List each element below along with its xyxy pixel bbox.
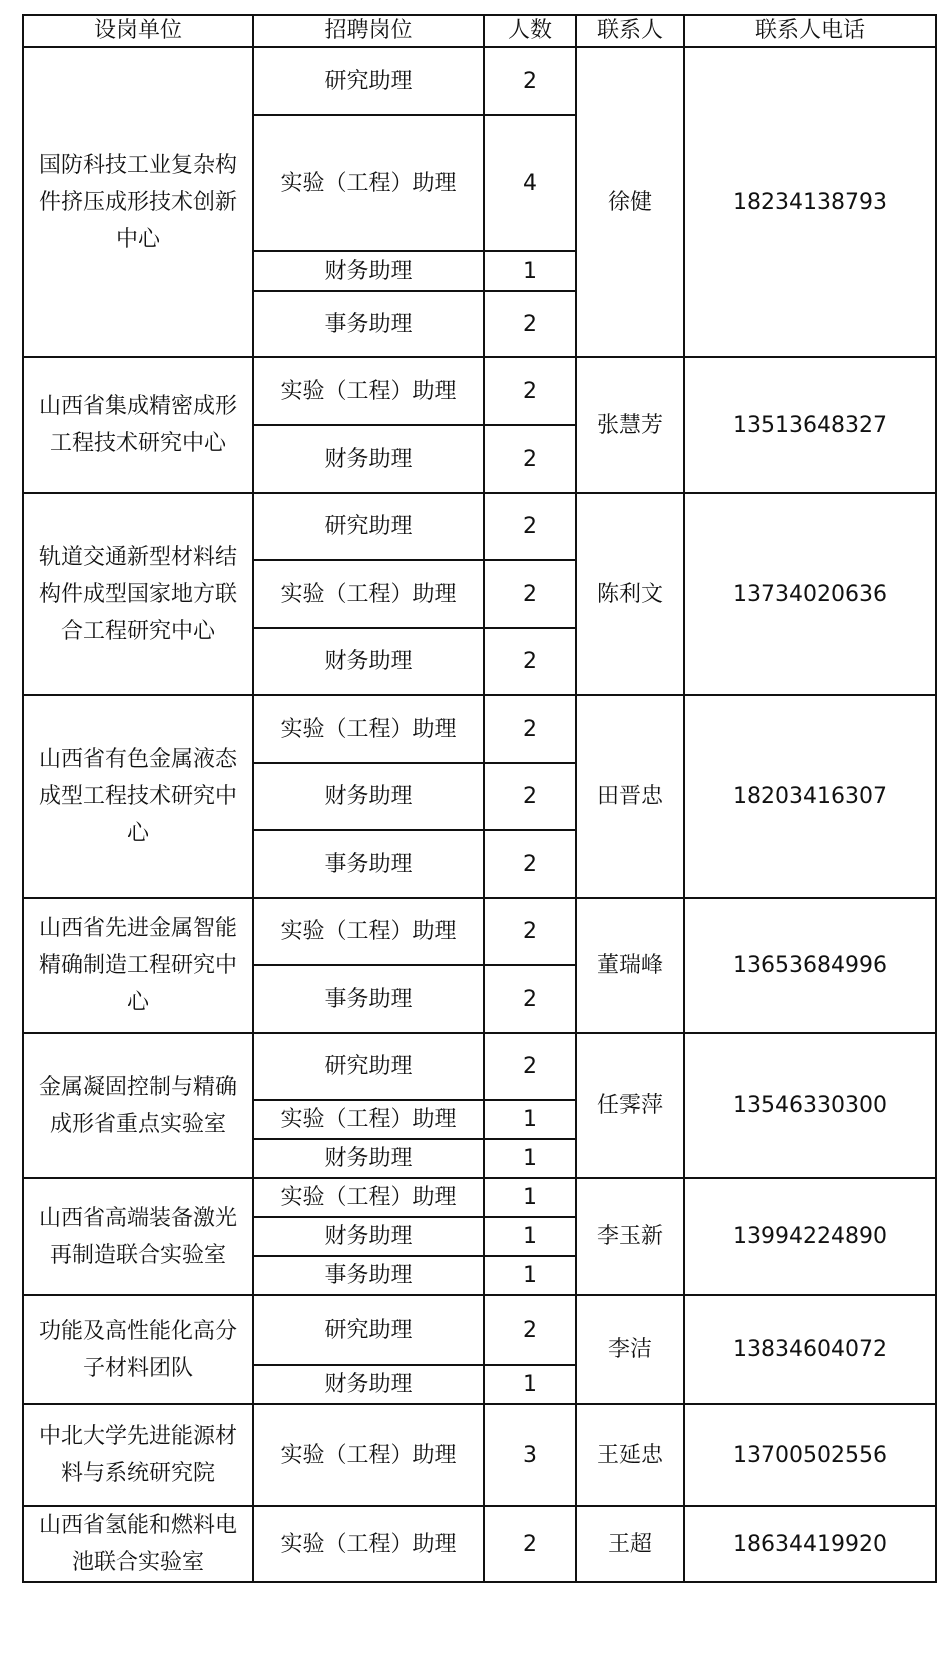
phone-cell: 13734020636: [684, 493, 936, 695]
unit-cell: 山西省氢能和燃料电池联合实验室: [23, 1506, 253, 1582]
position-cell: 财务助理: [253, 1365, 484, 1404]
position-cell: 实验（工程）助理: [253, 357, 484, 425]
position-cell: 实验（工程）助理: [253, 1506, 484, 1582]
count-cell: 1: [484, 1217, 576, 1256]
table-row: [23, 357, 936, 425]
table-row: [23, 1295, 936, 1365]
count-cell: 2: [484, 1506, 576, 1582]
contact-cell: 王延忠: [576, 1404, 684, 1506]
position-cell: 实验（工程）助理: [253, 898, 484, 965]
count-cell: 2: [484, 1295, 576, 1365]
count-cell: 1: [484, 1365, 576, 1404]
phone-cell: 13513648327: [684, 357, 936, 493]
count-cell: 4: [484, 115, 576, 251]
count-cell: 1: [484, 1256, 576, 1295]
position-cell: 事务助理: [253, 830, 484, 898]
position-cell: 实验（工程）助理: [253, 115, 484, 251]
phone-cell: 18634419920: [684, 1506, 936, 1582]
phone-cell: 18234138793: [684, 47, 936, 357]
unit-cell: 山西省高端装备激光再制造联合实验室: [23, 1178, 253, 1295]
header-contact: 联系人: [576, 15, 684, 47]
recruitment-table: [22, 14, 937, 1583]
contact-cell: 李玉新: [576, 1178, 684, 1295]
phone-cell: 13546330300: [684, 1033, 936, 1178]
position-cell: 财务助理: [253, 1217, 484, 1256]
count-cell: 1: [484, 1178, 576, 1217]
position-cell: 财务助理: [253, 763, 484, 830]
table-row: [23, 1033, 936, 1100]
position-cell: 财务助理: [253, 425, 484, 493]
count-cell: 1: [484, 1139, 576, 1178]
table-row: [23, 898, 936, 965]
count-cell: 2: [484, 965, 576, 1033]
header-position: 招聘岗位: [253, 15, 484, 47]
table-row: [23, 1178, 936, 1217]
count-cell: 2: [484, 830, 576, 898]
unit-cell: 山西省集成精密成形工程技术研究中心: [23, 357, 253, 493]
count-cell: 1: [484, 1100, 576, 1139]
table-row: [23, 695, 936, 763]
count-cell: 2: [484, 357, 576, 425]
phone-cell: 13994224890: [684, 1178, 936, 1295]
contact-cell: 田晋忠: [576, 695, 684, 898]
position-cell: 事务助理: [253, 291, 484, 357]
unit-cell: 中北大学先进能源材料与系统研究院: [23, 1404, 253, 1506]
table-row: [23, 47, 936, 115]
unit-cell: 轨道交通新型材料结构件成型国家地方联合工程研究中心: [23, 493, 253, 695]
position-cell: 财务助理: [253, 251, 484, 291]
table-row: [23, 1404, 936, 1506]
position-cell: 财务助理: [253, 1139, 484, 1178]
position-cell: 实验（工程）助理: [253, 560, 484, 628]
count-cell: 2: [484, 560, 576, 628]
contact-cell: 董瑞峰: [576, 898, 684, 1033]
unit-cell: 山西省先进金属智能精确制造工程研究中心: [23, 898, 253, 1033]
count-cell: 2: [484, 493, 576, 560]
header-phone: 联系人电话: [684, 15, 936, 47]
count-cell: 2: [484, 898, 576, 965]
contact-cell: 徐健: [576, 47, 684, 357]
position-cell: 实验（工程）助理: [253, 695, 484, 763]
position-cell: 研究助理: [253, 493, 484, 560]
phone-cell: 13834604072: [684, 1295, 936, 1404]
phone-cell: 13700502556: [684, 1404, 936, 1506]
header-unit: 设岗单位: [23, 15, 253, 47]
position-cell: 事务助理: [253, 965, 484, 1033]
position-cell: 实验（工程）助理: [253, 1178, 484, 1217]
phone-cell: 18203416307: [684, 695, 936, 898]
position-cell: 事务助理: [253, 1256, 484, 1295]
unit-cell: 国防科技工业复杂构件挤压成形技术创新中心: [23, 47, 253, 357]
position-cell: 财务助理: [253, 628, 484, 695]
count-cell: 2: [484, 695, 576, 763]
phone-cell: 13653684996: [684, 898, 936, 1033]
header-count: 人数: [484, 15, 576, 47]
count-cell: 1: [484, 251, 576, 291]
table-body: [23, 47, 936, 1582]
position-cell: 研究助理: [253, 47, 484, 115]
count-cell: 2: [484, 425, 576, 493]
table-row: [23, 493, 936, 560]
contact-cell: 李洁: [576, 1295, 684, 1404]
table-row: [23, 1506, 936, 1582]
position-cell: 实验（工程）助理: [253, 1100, 484, 1139]
header-row: [23, 15, 936, 47]
count-cell: 2: [484, 291, 576, 357]
position-cell: 研究助理: [253, 1033, 484, 1100]
unit-cell: 功能及高性能化高分子材料团队: [23, 1295, 253, 1404]
contact-cell: 张慧芳: [576, 357, 684, 493]
unit-cell: 山西省有色金属液态成型工程技术研究中心: [23, 695, 253, 898]
position-cell: 研究助理: [253, 1295, 484, 1365]
contact-cell: 王超: [576, 1506, 684, 1582]
position-cell: 实验（工程）助理: [253, 1404, 484, 1506]
count-cell: 2: [484, 1033, 576, 1100]
count-cell: 3: [484, 1404, 576, 1506]
contact-cell: 陈利文: [576, 493, 684, 695]
contact-cell: 任霁萍: [576, 1033, 684, 1178]
count-cell: 2: [484, 628, 576, 695]
count-cell: 2: [484, 763, 576, 830]
unit-cell: 金属凝固控制与精确成形省重点实验室: [23, 1033, 253, 1178]
count-cell: 2: [484, 47, 576, 115]
